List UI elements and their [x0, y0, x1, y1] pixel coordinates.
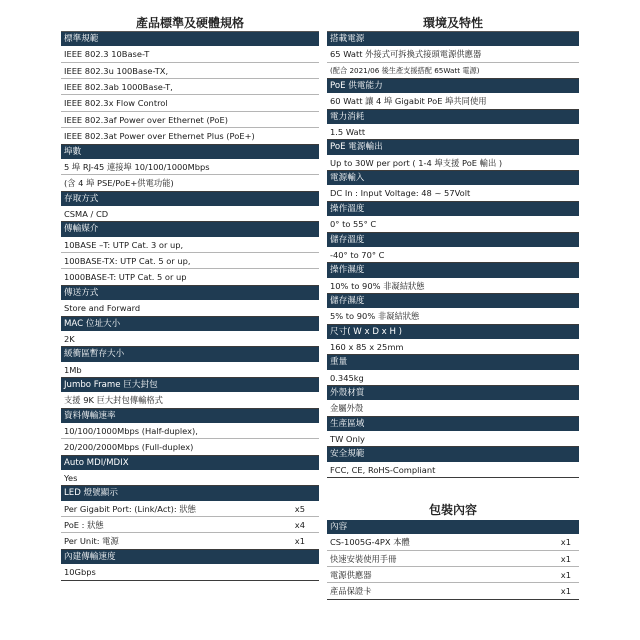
- spec-row: [61, 46, 319, 62]
- spec-row-text: 10% to 90% 非凝結狀態: [330, 280, 425, 291]
- spec-row: [61, 95, 319, 111]
- spec-row-text: 2K: [64, 333, 75, 344]
- hardware-spec-title: 產品標準及硬體規格: [61, 14, 319, 32]
- spec-row: [61, 237, 319, 253]
- spec-row: [61, 439, 319, 455]
- spec-section-header: PoE 供電能力: [327, 79, 579, 93]
- spec-row-text: 100BASE-TX: UTP Cat. 5 or up,: [64, 256, 191, 267]
- spec-row: [61, 331, 319, 347]
- spec-section-header: Jumbo Frame 巨大封包: [61, 378, 319, 392]
- package-item: [327, 551, 579, 567]
- spec-row-quantity: x1: [294, 536, 305, 547]
- spec-section-header: PoE 電源輸出: [327, 140, 579, 154]
- spec-row: [327, 46, 579, 62]
- spec-row: [61, 253, 319, 269]
- spec-section-header: 安全規範: [327, 447, 579, 461]
- spec-row-text: Yes: [64, 473, 78, 483]
- environment-sections: [327, 32, 579, 478]
- spec-section-header: MAC 位址大小: [61, 317, 319, 331]
- package-item-name: 產品保證卡: [330, 586, 372, 597]
- spec-row-text: Up to 30W per port ( 1-4 埠支援 PoE 輸出 ): [330, 157, 503, 168]
- spec-section-header: 埠數: [61, 145, 319, 159]
- package-item-quantity: x1: [560, 553, 571, 564]
- spec-section-header: 傳送方式: [61, 286, 319, 300]
- package-item: [327, 583, 579, 599]
- spec-section-header: 重量: [327, 355, 579, 369]
- spec-row-text: Per Gigabit Port: (Link/Act): 狀態: [64, 503, 196, 514]
- spec-row-text: (配合 2021/06 後生產支援搭配 65Watt 電源): [330, 65, 480, 75]
- spec-row-text: FCC, CE, RoHS-Compliant: [330, 464, 436, 475]
- spec-row: [327, 93, 579, 109]
- spec-row: [61, 533, 319, 549]
- spec-row-text: Store and Forward: [64, 303, 141, 314]
- spec-row: [327, 308, 579, 324]
- package-item: [327, 567, 579, 583]
- spec-row: [327, 216, 579, 232]
- hardware-spec-column: [61, 14, 319, 581]
- spec-section-header: 儲存溫度: [327, 233, 579, 247]
- spec-row: [327, 63, 579, 79]
- spec-row-text: 60 Watt 讓 4 埠 Gigabit PoE 埠共同使用: [330, 96, 487, 107]
- spec-section-header: 搭載電源: [327, 32, 579, 46]
- spec-row-text: (含 4 埠 PSE/PoE+供電功能): [64, 178, 174, 189]
- package-title: 包裝內容: [428, 503, 477, 518]
- spec-row-text: 20/200/2000Mbps (Full-duplex): [64, 442, 194, 453]
- package-item-quantity: x1: [560, 570, 571, 581]
- spec-row-text: DC In : Input Voltage: 48 ~ 57Volt: [330, 188, 471, 199]
- spec-section-header: 操作溫度: [327, 202, 579, 216]
- spec-section-header: 操作濕度: [327, 263, 579, 277]
- spec-section-header: 電力消耗: [327, 110, 579, 124]
- spec-section-header: 緩衝區暫存大小: [61, 347, 319, 361]
- spec-row-text: 10Gbps: [64, 567, 96, 578]
- package-item-name: 快速安裝使用手冊: [330, 553, 397, 564]
- spec-row-text: IEEE 802.3at Power over Ethernet Plus (PoE+): [64, 131, 255, 142]
- package-item-name: CS-1005G-4PX 本體: [330, 537, 410, 548]
- environment-column: [327, 14, 579, 600]
- spec-row-text: TW Only: [330, 433, 365, 444]
- spec-row: [327, 400, 579, 416]
- spec-row-text: 金屬外殼: [330, 403, 364, 414]
- spec-section-header: Auto MDI/MDIX: [61, 456, 319, 470]
- spec-section-header: 存取方式: [61, 192, 319, 206]
- spec-row-text: 65 Watt 外接式可拆換式接頭電源供應器: [330, 49, 482, 60]
- spec-section-header: 尺寸( W x D x H ): [327, 325, 579, 339]
- spec-row-text: 10/100/1000Mbps (Half-duplex),: [64, 425, 198, 436]
- spec-row-text: IEEE 802.3x Flow Control: [64, 98, 168, 109]
- package-item-quantity: x1: [560, 586, 571, 597]
- spec-section-header: 儲存濕度: [327, 294, 579, 308]
- spec-row-text: 5 埠 RJ-45 連接埠 10/100/1000Mbps: [64, 161, 210, 172]
- spec-row-text: IEEE 802.3ab 1000Base-T,: [64, 82, 173, 93]
- package-rows: [327, 534, 579, 600]
- spec-row: [327, 431, 579, 447]
- spec-section-header: 外殼材質: [327, 386, 579, 400]
- spec-row-text: -40° to 70° C: [330, 249, 385, 260]
- spec-row: [61, 175, 319, 191]
- spec-row: [61, 112, 319, 128]
- spec-row: [61, 517, 319, 533]
- spec-row-text: 0° to 55° C: [330, 219, 377, 230]
- package-item-name: 電源供應器: [330, 570, 372, 581]
- spec-row: [61, 128, 319, 144]
- spec-row: [327, 278, 579, 294]
- spec-row-quantity: x5: [294, 503, 305, 514]
- spec-row-text: 0.345kg: [330, 372, 364, 383]
- spec-section-header: 標準規範: [61, 32, 319, 46]
- spec-section-header: 內建傳輸速度: [61, 550, 319, 564]
- spec-row-text: 支援 9K 巨大封包傳輸格式: [64, 395, 163, 406]
- spec-row: [61, 362, 319, 378]
- package-item: [327, 534, 579, 550]
- spec-row-text: CSMA / CD: [64, 209, 109, 220]
- spec-row-text: PoE : 狀態: [64, 520, 104, 531]
- spec-section-header: 傳輸媒介: [61, 222, 319, 236]
- spec-row-text: 1.5 Watt: [330, 127, 366, 138]
- spec-row: [61, 79, 319, 95]
- spec-row-text: Per Unit: 電源: [64, 536, 119, 547]
- environment-title: 環境及特性: [327, 14, 579, 32]
- spec-section-header: 電源輸入: [327, 171, 579, 185]
- spec-section-header: LED 燈號顯示: [61, 486, 319, 500]
- spec-row: [61, 564, 319, 580]
- spec-section-header: 資料傳輸速率: [61, 409, 319, 423]
- package-item-quantity: x1: [560, 537, 571, 548]
- spec-row-text: IEEE 802.3af Power over Ethernet (PoE): [64, 114, 228, 125]
- spec-row-text: IEEE 802.3u 100Base-TX,: [64, 65, 169, 76]
- spec-row: [327, 462, 579, 478]
- spec-row: [327, 339, 579, 355]
- spec-row: [61, 269, 319, 285]
- spec-row: [327, 247, 579, 263]
- spec-row-text: 1000BASE-T: UTP Cat. 5 or up: [64, 272, 187, 283]
- spec-row-text: 5% to 90% 非凝結狀態: [330, 311, 420, 322]
- spec-row: [61, 159, 319, 175]
- spec-row-text: 1Mb: [64, 364, 82, 375]
- spec-row: [327, 124, 579, 140]
- spec-row: [61, 392, 319, 408]
- spec-row-text: 10BASE –T: UTP Cat. 3 or up,: [64, 239, 184, 250]
- spec-row: [61, 501, 319, 517]
- spec-row: [61, 206, 319, 222]
- package-header: 內容: [327, 520, 579, 534]
- spec-row: [61, 423, 319, 439]
- spec-section-header: 生產區域: [327, 417, 579, 431]
- spec-row-text: 160 x 85 x 25mm: [330, 341, 404, 352]
- spec-row-quantity: x4: [294, 520, 305, 531]
- spec-row: [61, 300, 319, 316]
- spec-row: [61, 63, 319, 79]
- spec-row: [61, 470, 319, 486]
- spec-row: [327, 155, 579, 171]
- spec-row-text: IEEE 802.3 10Base-T: [64, 49, 150, 60]
- spec-row: [327, 370, 579, 386]
- spec-row: [327, 185, 579, 201]
- hardware-spec-sections: [61, 32, 319, 581]
